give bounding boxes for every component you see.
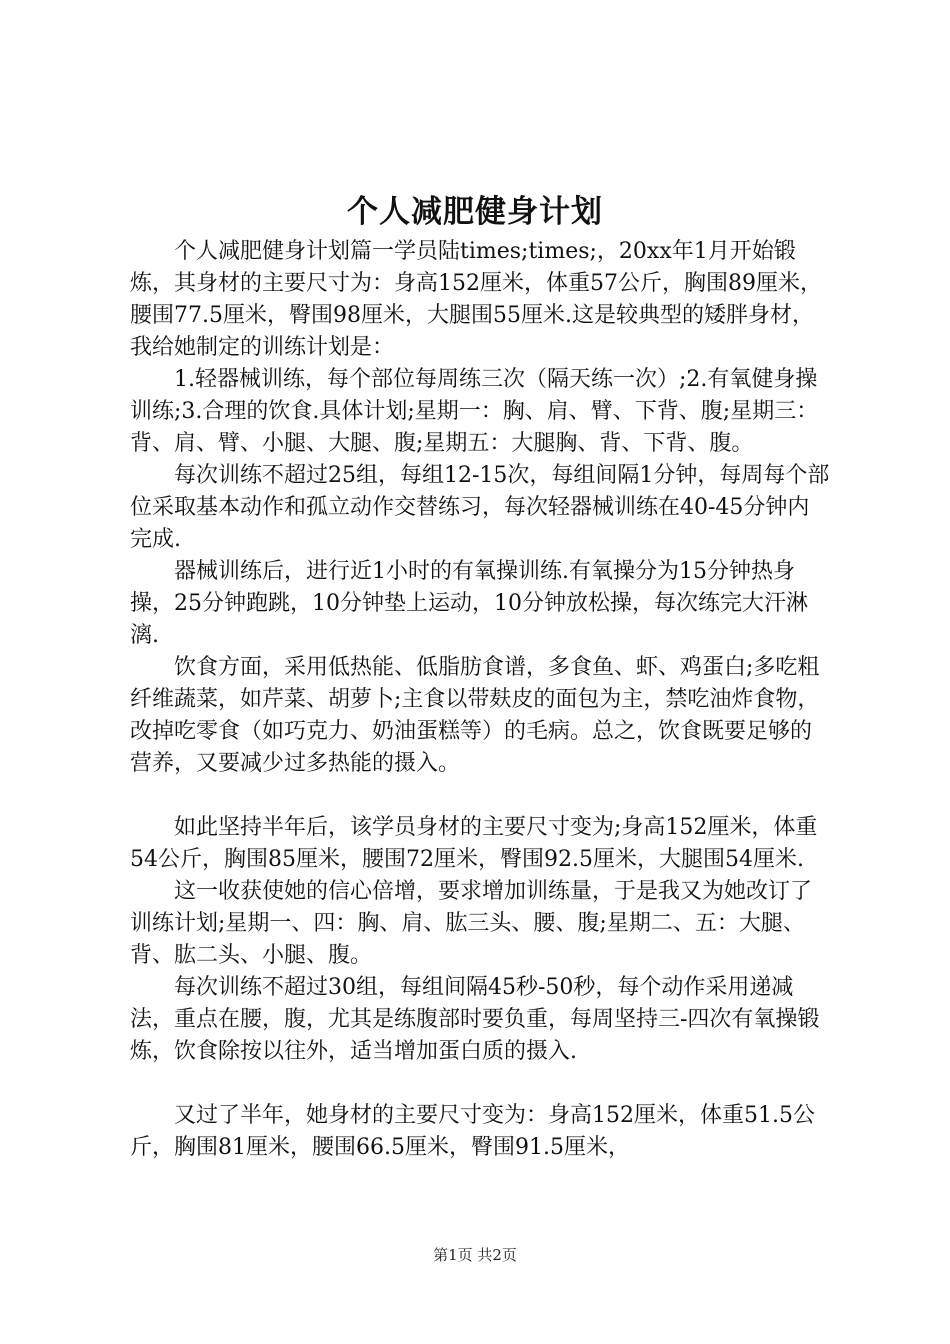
paragraph-sets: 每次训练不超过25组，每组12-15次，每组间隔1分钟，每周每个部位采取基本动作和孤立动作交替练习，每次轻器械训练在40-45分钟内完成.	[130, 463, 830, 552]
paragraph-gap	[130, 780, 830, 812]
paragraph-new-plan: 这一收获使她的信心倍增，要求增加训练量，于是我又为她改订了训练计划;星期一、四：胸、肩、肱三头、腰、腹;星期二、五：大腿、背、肱二头、小腿、腹。	[130, 879, 813, 968]
paragraph-intro: 个人减肥健身计划篇一学员陆times;times;，20xx年1月开始锻炼，其身材的主要尺寸为：身高152厘米，体重57公斤，胸围89厘米，腰围77.5厘米，臀围98厘米，大腿围55厘米.这是较典型的矮胖身材，我给她制定的训练计划是：	[130, 239, 822, 360]
document-title: 个人减肥健身计划	[347, 194, 603, 230]
paragraph-plan: 1.轻器械训练，每个部位每周练三次（隔天练一次）;2.有氧健身操训练;3.合理的饮食.具体计划;星期一：胸、肩、臂、下背、腹;星期三：背、肩、臂、小腿、大腿、腹;星期五：大腿胸、背、下背、腹。	[130, 367, 819, 456]
paragraph-aerobic: 器械训练后，进行近1小时的有氧操训练.有氧操分为15分钟热身操，25分钟跑跳，10分钟垫上运动，10分钟放松操，每次练完大汗淋漓.	[130, 559, 808, 648]
paragraph-diet: 饮食方面，采用低热能、低脂肪食谱，多食鱼、虾、鸡蛋白;多吃粗纤维蔬菜，如芹菜、胡萝卜;主食以带麸皮的面包为主，禁吃油炸食物，改掉吃零食（如巧克力、奶油蛋糕等）的毛病。总之，饮食既要足够的营养，又要减少过多热能的摄入。	[130, 655, 820, 776]
document-body	[130, 236, 830, 1164]
paragraph-gap	[130, 1068, 830, 1100]
paragraph-half-year: 如此坚持半年后，该学员身材的主要尺寸变为;身高152厘米，体重54公斤，胸围85厘米，腰围72厘米，臀围92.5厘米，大腿围54厘米.	[130, 815, 818, 872]
paragraph-new-sets: 每次训练不超过30组，每组间隔45秒-50秒，每个动作采用递减法，重点在腰，腹，尤其是练腹部时要负重，每周坚持三-四次有氧操锻炼，饮食除按以往外，适当增加蛋白质的摄入.	[130, 975, 820, 1064]
paragraph-another-half-year: 又过了半年，她身材的主要尺寸变为：身高152厘米，体重51.5公斤，胸围81厘米，腰围66.5厘米，臀围91.5厘米，	[130, 1103, 815, 1160]
page-number: 第1页 共2页	[433, 1246, 517, 1264]
